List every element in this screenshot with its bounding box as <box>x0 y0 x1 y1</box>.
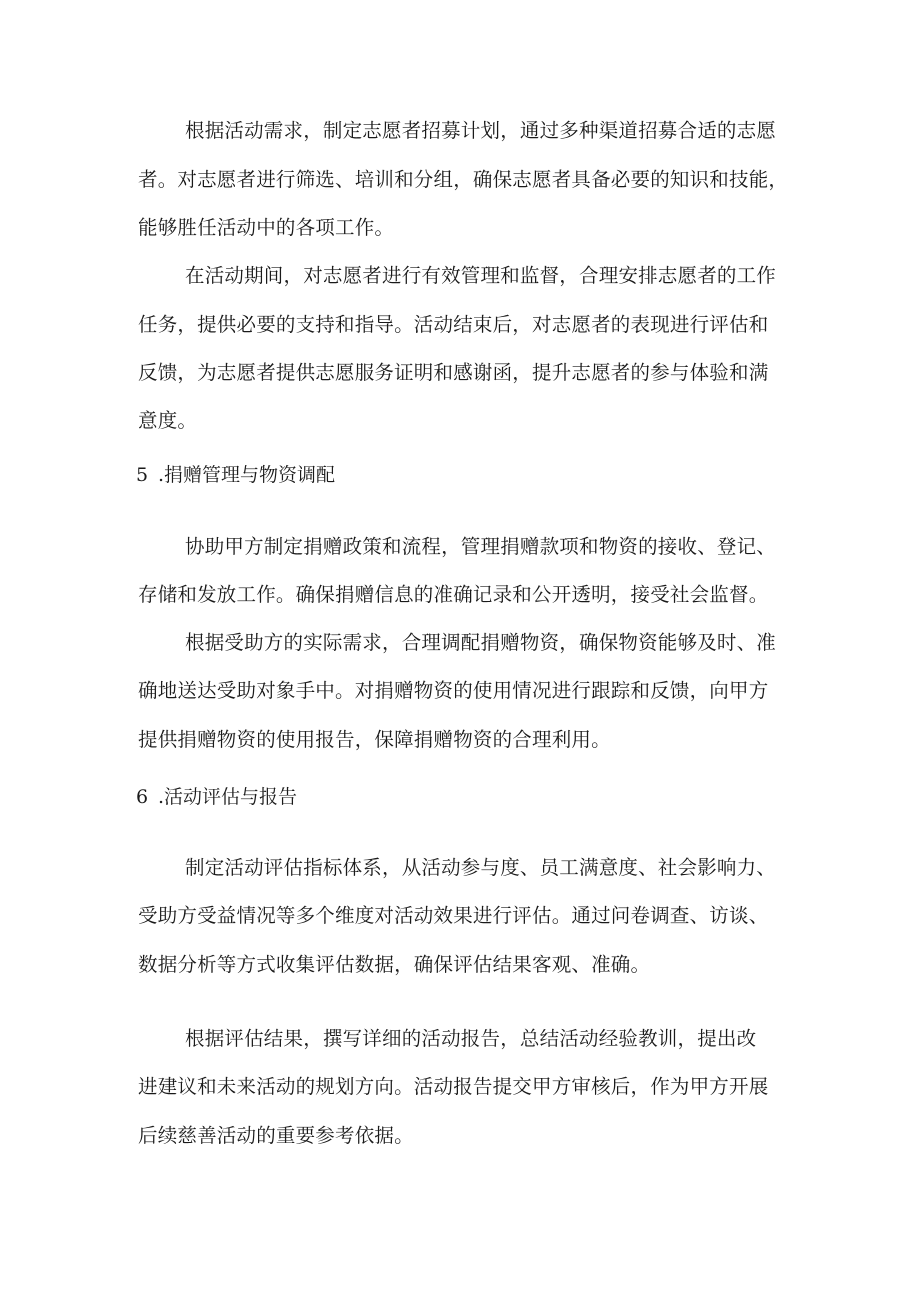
text-line: 制定活动评估指标体系，从活动参与度、员工满意度、社会影响力、 <box>185 856 777 879</box>
heading-number: 6 <box>136 786 149 808</box>
text-line: 协助甲方制定捐赠政策和流程，管理捐赠款项和物资的接收、登记、 <box>185 535 777 558</box>
text-line: 任务，提供必要的支持和指导。活动结束后，对志愿者的表现进行评估和 <box>138 313 769 336</box>
text-line: 后续慈善活动的重要参考依据。 <box>138 1124 414 1147</box>
heading-text: .活动评估与报告 <box>158 786 298 808</box>
heading-number: 5 <box>136 464 149 486</box>
text-line: 意度。 <box>138 409 198 432</box>
text-line: 数据分析等方式收集评估数据，确保评估结果客观、准确。 <box>138 953 651 976</box>
text-line: 受助方受益情况等多个维度对活动效果进行评估。通过问卷调查、访谈、 <box>138 904 769 927</box>
text-line: 反馈，为志愿者提供志愿服务证明和感谢函，提升志愿者的参与体验和满 <box>138 361 769 384</box>
section-heading-donation <box>136 463 335 487</box>
text-line: 在活动期间，对志愿者进行有效管理和监督，合理安排志愿者的工作 <box>185 264 777 287</box>
text-line: 存储和发放工作。确保捐赠信息的准确记录和公开透明，接受社会监督。 <box>138 583 769 606</box>
heading-text: .捐赠管理与物资调配 <box>158 464 336 486</box>
text-line: 根据评估结果，撰写详细的活动报告，总结活动经验教训，提出改 <box>185 1027 757 1050</box>
text-line: 能够胜任活动中的各项工作。 <box>138 216 395 239</box>
text-line: 根据受助方的实际需求，合理调配捐赠物资，确保物资能够及时、准 <box>185 631 777 654</box>
text-line: 者。对志愿者进行筛选、培训和分组，确保志愿者具备必要的知识和技能， <box>138 168 789 191</box>
text-line: 提供捐赠物资的使用报告，保障捐赠物资的合理利用。 <box>138 728 611 751</box>
text-line: 根据活动需求，制定志愿者招募计划，通过多种渠道招募合适的志愿 <box>185 119 777 142</box>
text-line: 确地送达受助对象手中。对捐赠物资的使用情况进行跟踪和反馈，向甲方 <box>138 679 769 702</box>
text-line: 进建议和未来活动的规划方向。活动报告提交甲方审核后，作为甲方开展 <box>138 1075 769 1098</box>
section-heading-evaluation <box>136 785 297 809</box>
